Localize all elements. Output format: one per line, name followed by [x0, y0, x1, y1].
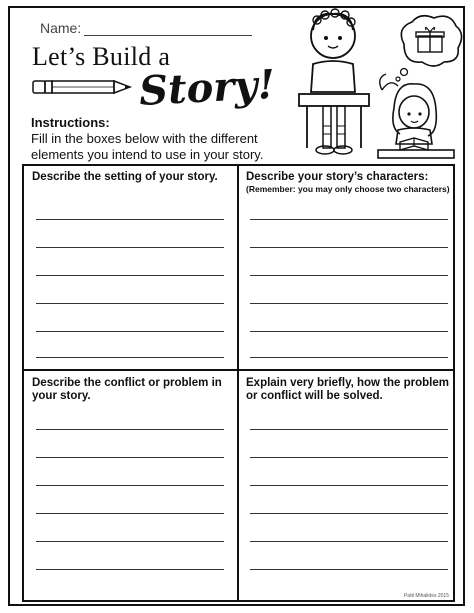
writing-line [36, 331, 224, 332]
writing-line [250, 331, 448, 332]
instructions-heading: Instructions: [31, 115, 110, 130]
writing-line [250, 219, 448, 220]
characters-box[interactable] [246, 171, 456, 363]
characters-box-title: Describe your story’s characters: [246, 171, 429, 183]
setting-box-title: Describe the setting of your story. [32, 171, 218, 183]
girl-reading-illustration [370, 72, 456, 164]
conflict-box-title: Describe the conflict or problem in your story. [32, 377, 222, 402]
writing-line [250, 485, 448, 486]
setting-box[interactable] [32, 171, 232, 363]
writing-line [36, 247, 224, 248]
resolution-box-title: Explain very briefly, how the problem or conflict will be solved. [246, 377, 450, 402]
writing-line [250, 303, 448, 304]
writing-line [36, 541, 224, 542]
name-label: Name: [40, 20, 82, 36]
writing-line [36, 569, 224, 570]
writing-line [36, 219, 224, 220]
worksheet-page [8, 6, 465, 606]
credit-text: Patti Mihalides 2015 [403, 593, 449, 599]
grid-vertical-divider [237, 164, 239, 602]
writing-line [36, 303, 224, 304]
writing-line [250, 541, 448, 542]
writing-line [36, 275, 224, 276]
characters-box-subtitle: (Remember: you may only choose two characters) [246, 184, 450, 194]
writing-line [250, 357, 448, 358]
grid-horizontal-divider [22, 369, 455, 371]
name-line[interactable] [84, 35, 252, 36]
page-title-line2: Story! [138, 60, 277, 115]
writing-line [250, 457, 448, 458]
conflict-box[interactable] [32, 377, 232, 597]
writing-line [250, 429, 448, 430]
page-title-line1: Let’s Build a [32, 42, 171, 71]
writing-line [36, 485, 224, 486]
writing-line [250, 569, 448, 570]
writing-line [36, 357, 224, 358]
writing-line [250, 275, 448, 276]
writing-line [36, 429, 224, 430]
writing-line [36, 457, 224, 458]
writing-line [250, 247, 448, 248]
pencil-icon [32, 78, 134, 96]
resolution-box[interactable] [246, 377, 456, 597]
instructions-body: Fill in the boxes below with the different elements you intend to use in your story. [31, 131, 264, 162]
writing-line [250, 513, 448, 514]
writing-line [36, 513, 224, 514]
